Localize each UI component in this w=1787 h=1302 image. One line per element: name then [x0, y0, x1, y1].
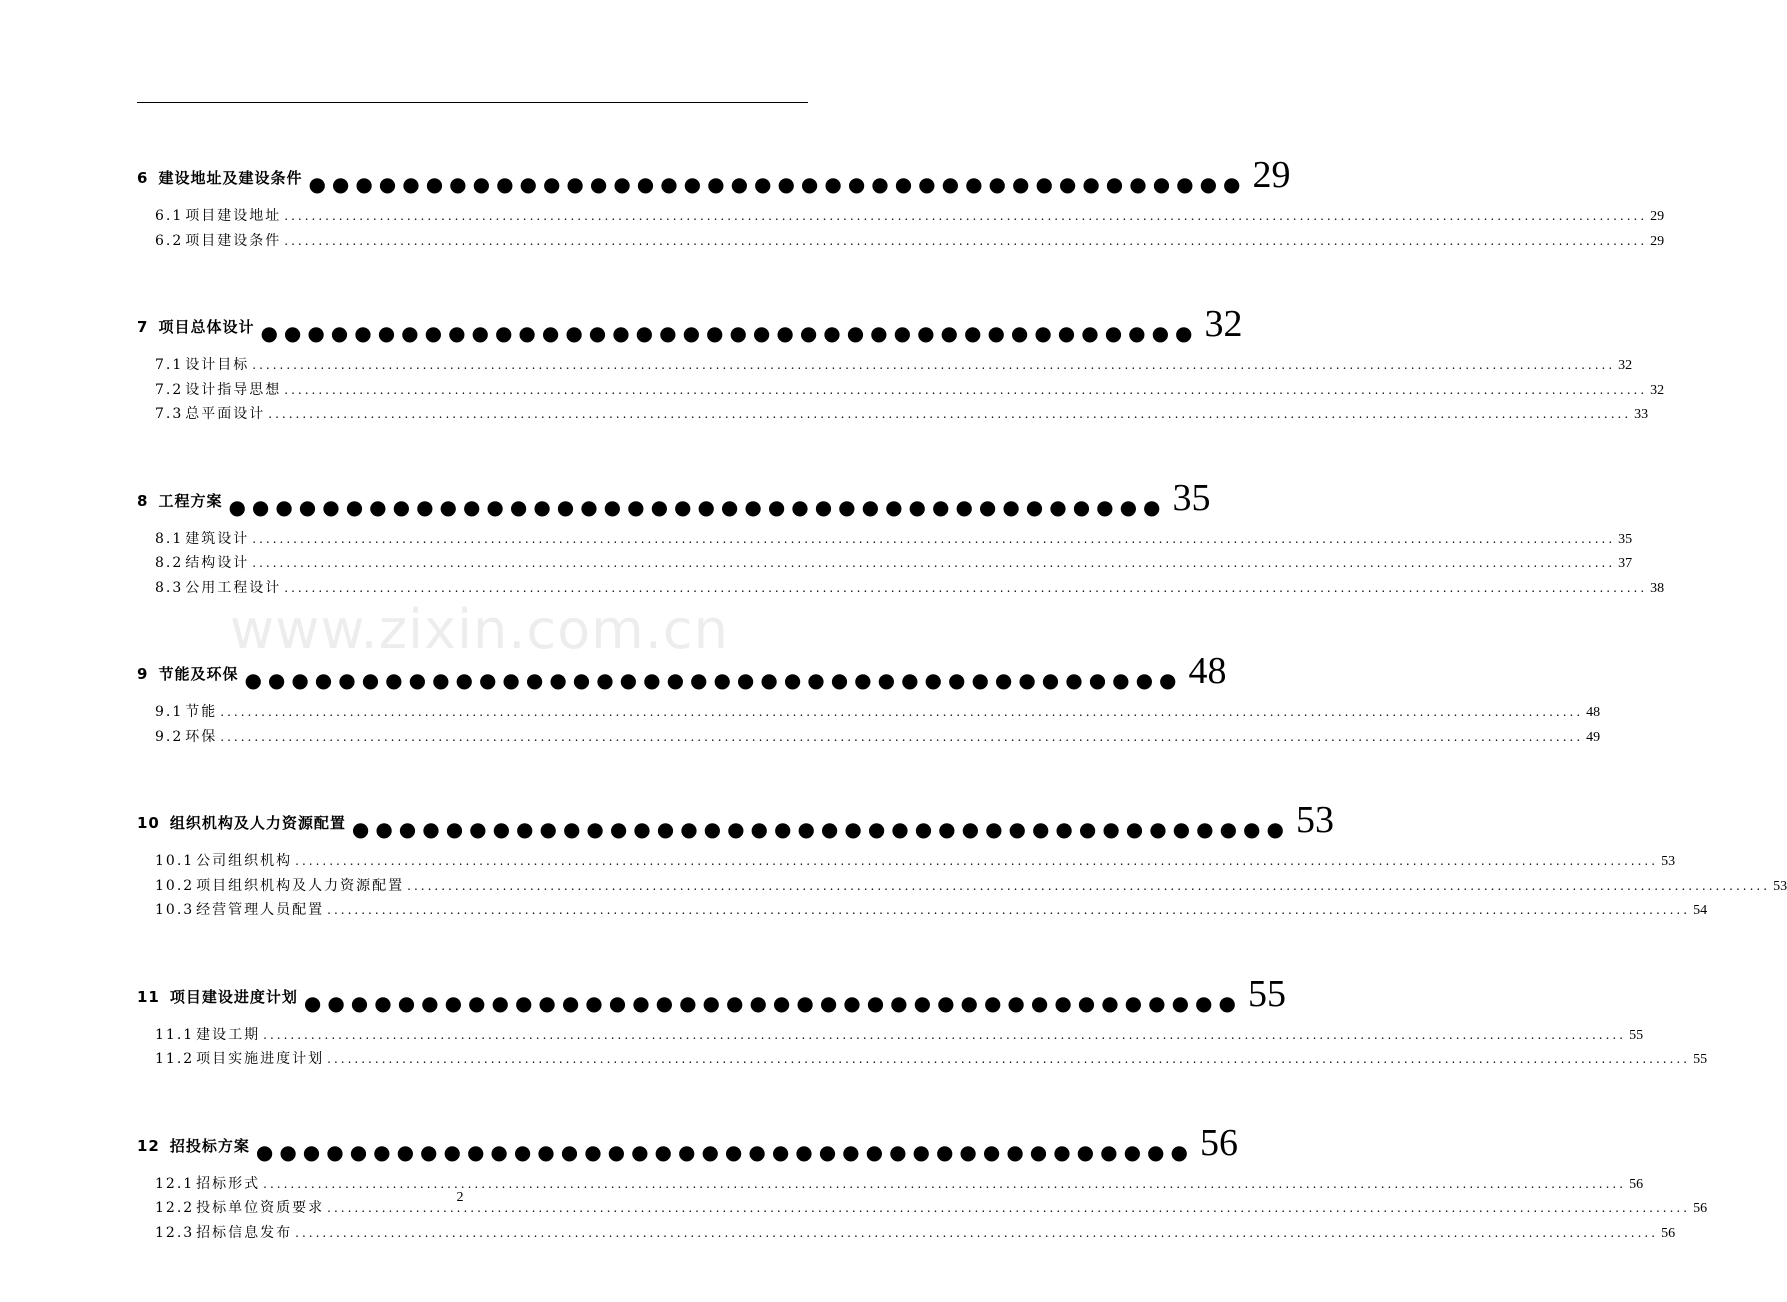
section-name: 节能 [185, 704, 218, 720]
section-name: 经营管理人员配置 [196, 902, 325, 918]
section-name: 结构设计 [185, 555, 250, 571]
dot-leader: ........................................................................................................................................................................................................ [327, 1052, 1691, 1066]
chapter-number: 11 [137, 987, 160, 1006]
section-title [155, 527, 249, 551]
section-page: 56 [1661, 1225, 1676, 1241]
dot-leader: ........................................................................................................................................................................................................ [284, 209, 1648, 223]
toc-section-list [137, 204, 1665, 253]
section-title [155, 229, 281, 253]
chapter-page: 32 [1204, 303, 1243, 345]
toc-section-entry[interactable] [137, 849, 1676, 874]
chapter-title [137, 490, 222, 517]
toc-chapter-entry[interactable] [137, 939, 1286, 1015]
section-number: 8.1 [155, 530, 184, 547]
section-number: 10.2 [155, 877, 195, 894]
toc-section-list [137, 1023, 1708, 1072]
toc-section-entry[interactable] [137, 1023, 1644, 1048]
chapter-title [137, 986, 298, 1013]
section-number: 10.1 [155, 853, 195, 869]
section-name: 项目组织机构及人力资源配置 [196, 877, 405, 894]
dot-leader: ●●●●●●●●●●●●●●●●●●●●●●●●●●●●●●●●●●●●●●●● [228, 494, 1167, 519]
toc-section-entry[interactable] [137, 898, 1708, 923]
section-number: 12.1 [155, 1175, 195, 1192]
section-name: 设计目标 [185, 357, 250, 373]
toc-chapter-entry[interactable] [137, 443, 1211, 519]
dot-leader: ●●●●●●●●●●●●●●●●●●●●●●●●●●●●●●●●●●●●●●●● [244, 668, 1183, 692]
chapter-number: 7 [137, 318, 149, 336]
toc-chapter-group [137, 939, 1708, 1072]
section-title [155, 353, 249, 377]
section-title [155, 700, 217, 724]
toc-chapter-entry[interactable] [137, 120, 1291, 196]
table-of-contents [137, 120, 1787, 1261]
page-number: 2 [456, 1190, 464, 1205]
toc-section-entry[interactable] [137, 527, 1633, 552]
chapter-name: 项目建设进度计划 [169, 987, 298, 1006]
section-page: 56 [1629, 1176, 1644, 1192]
chapter-name: 建设地址及建设条件 [158, 169, 303, 187]
section-name: 招标信息发布 [196, 1224, 293, 1241]
chapter-number: 10 [137, 814, 160, 832]
section-name: 招标形式 [196, 1175, 261, 1192]
section-number: 8.2 [155, 555, 184, 571]
dot-leader: ........................................................................................................................................................................................................ [327, 1201, 1691, 1215]
toc-section-entry[interactable] [137, 204, 1665, 229]
dot-leader: ........................................................................................................................................................................................................ [327, 903, 1691, 917]
section-number: 9.2 [155, 728, 184, 745]
dot-leader: ........................................................................................................................................................................................................ [263, 1176, 1627, 1191]
chapter-page: 35 [1172, 476, 1211, 519]
section-name: 环保 [185, 728, 218, 745]
chapter-page: 53 [1295, 799, 1334, 841]
section-name: 项目建设地址 [185, 208, 282, 224]
toc-section-entry[interactable] [137, 874, 1787, 899]
dot-leader: ........................................................................................................................................................................................................ [407, 878, 1771, 893]
section-name: 项目实施进度计划 [196, 1051, 325, 1067]
section-name: 公司组织机构 [196, 853, 293, 869]
dot-leader: ●●●●●●●●●●●●●●●●●●●●●●●●●●●●●●●●●●●●●●●● [351, 817, 1290, 841]
section-title [155, 402, 265, 426]
section-page: 32 [1618, 358, 1633, 373]
dot-leader: ........................................................................................................................................................................................................ [252, 556, 1616, 570]
toc-section-entry[interactable] [137, 229, 1665, 254]
chapter-title [137, 663, 238, 690]
section-number: 7.2 [155, 381, 184, 398]
section-page: 48 [1586, 705, 1601, 720]
chapter-number: 12 [137, 1136, 160, 1155]
section-number: 8.3 [155, 579, 184, 596]
section-page: 53 [1773, 878, 1787, 894]
toc-section-entry[interactable] [137, 725, 1601, 750]
section-title [155, 1023, 260, 1047]
toc-section-list [137, 849, 1787, 923]
section-title [155, 874, 404, 898]
dot-leader: ........................................................................................................................................................................................................ [252, 531, 1616, 546]
section-page: 38 [1650, 580, 1665, 596]
section-page: 33 [1634, 407, 1649, 422]
section-name: 总平面设计 [185, 406, 266, 422]
toc-chapter-group [137, 269, 1665, 427]
toc-chapter-group [137, 1088, 1708, 1246]
section-title [155, 898, 324, 922]
dot-leader: ........................................................................................................................................................................................................ [252, 358, 1616, 372]
chapter-name: 节能及环保 [158, 665, 239, 683]
dot-leader: ●●●●●●●●●●●●●●●●●●●●●●●●●●●●●●●●●●●●●●●● [308, 172, 1247, 196]
dot-leader: ........................................................................................................................................................................................................ [284, 580, 1648, 595]
section-page: 55 [1629, 1027, 1644, 1043]
toc-section-list [137, 353, 1665, 427]
chapter-name: 组织机构及人力资源配置 [169, 814, 346, 832]
dot-leader: ●●●●●●●●●●●●●●●●●●●●●●●●●●●●●●●●●●●●●●●● [255, 1139, 1194, 1164]
section-name: 公用工程设计 [185, 579, 282, 596]
dot-leader: ........................................................................................................................................................................................................ [268, 407, 1632, 421]
dot-leader: ........................................................................................................................................................................................................ [220, 705, 1584, 719]
toc-section-entry[interactable] [137, 1047, 1708, 1072]
dot-leader: ●●●●●●●●●●●●●●●●●●●●●●●●●●●●●●●●●●●●●●●● [260, 321, 1199, 345]
section-number: 11.2 [155, 1051, 195, 1067]
section-page: 49 [1586, 729, 1601, 745]
toc-section-entry[interactable] [137, 700, 1601, 725]
section-title [155, 849, 292, 873]
chapter-number: 6 [137, 169, 149, 187]
dot-leader: ●●●●●●●●●●●●●●●●●●●●●●●●●●●●●●●●●●●●●●●● [303, 990, 1242, 1015]
chapter-page: 48 [1188, 650, 1227, 692]
chapter-name: 招投标方案 [169, 1136, 250, 1155]
section-name: 设计指导思想 [185, 381, 282, 398]
dot-leader: ........................................................................................................................................................................................................ [284, 233, 1648, 248]
chapter-page: 56 [1199, 1121, 1238, 1164]
section-page: 29 [1650, 209, 1665, 224]
toc-chapter-entry[interactable] [137, 1088, 1238, 1164]
section-name: 项目建设条件 [185, 232, 282, 249]
section-name: 投标单位资质要求 [196, 1200, 325, 1216]
section-title [155, 551, 249, 575]
toc-section-entry[interactable] [137, 402, 1649, 427]
section-title [155, 576, 281, 600]
section-number: 9.1 [155, 704, 184, 720]
section-number: 6.1 [155, 208, 184, 224]
chapter-title [137, 167, 302, 194]
toc-section-list [137, 1172, 1708, 1246]
chapter-page: 29 [1252, 154, 1291, 196]
section-title [155, 1047, 324, 1071]
dot-leader: ........................................................................................................................................................................................................ [295, 1225, 1659, 1240]
chapter-page: 55 [1247, 972, 1286, 1015]
toc-chapter-entry[interactable] [137, 765, 1334, 841]
toc-chapter-entry[interactable] [137, 269, 1243, 345]
section-name: 建设工期 [196, 1026, 261, 1043]
section-page: 32 [1650, 382, 1665, 398]
section-name: 建筑设计 [185, 530, 250, 547]
section-title [155, 378, 281, 402]
chapter-title [137, 1135, 250, 1162]
toc-section-entry[interactable] [137, 353, 1633, 378]
section-page: 56 [1693, 1201, 1708, 1216]
dot-leader: ........................................................................................................................................................................................................ [284, 382, 1648, 397]
section-page: 37 [1618, 556, 1633, 571]
section-number: 7.1 [155, 357, 184, 373]
watermark: www.zixin.com.cn [230, 598, 729, 661]
chapter-name: 项目总体设计 [158, 318, 255, 336]
section-number: 12.3 [155, 1224, 195, 1241]
chapter-title [137, 812, 346, 839]
dot-leader: ........................................................................................................................................................................................................ [263, 1027, 1627, 1042]
section-number: 6.2 [155, 232, 184, 249]
section-page: 54 [1693, 903, 1708, 918]
toc-section-entry[interactable] [137, 576, 1665, 601]
section-title [155, 204, 281, 228]
section-page: 35 [1618, 531, 1633, 547]
toc-section-entry[interactable] [137, 1221, 1676, 1246]
chapter-name: 工程方案 [158, 491, 223, 510]
dot-leader: ........................................................................................................................................................................................................ [220, 729, 1584, 744]
dot-leader: ........................................................................................................................................................................................................ [295, 854, 1659, 868]
section-title [155, 1221, 292, 1245]
chapter-title [137, 316, 254, 343]
section-title [155, 725, 217, 749]
chapter-number: 8 [137, 491, 149, 510]
header-rule [137, 102, 808, 103]
toc-section-list [137, 700, 1601, 749]
toc-section-entry[interactable] [137, 551, 1633, 576]
section-page: 29 [1650, 233, 1665, 249]
section-number: 7.3 [155, 406, 184, 422]
section-page: 55 [1693, 1052, 1708, 1067]
toc-section-list [137, 527, 1665, 601]
toc-section-entry[interactable] [137, 378, 1665, 403]
toc-chapter-group [137, 443, 1665, 601]
section-number: 10.3 [155, 902, 195, 918]
chapter-number: 9 [137, 665, 149, 683]
toc-chapter-group [137, 765, 1787, 923]
section-number: 12.2 [155, 1200, 195, 1216]
section-number: 11.1 [155, 1026, 195, 1043]
section-page: 53 [1661, 854, 1676, 869]
toc-chapter-group [137, 120, 1665, 253]
